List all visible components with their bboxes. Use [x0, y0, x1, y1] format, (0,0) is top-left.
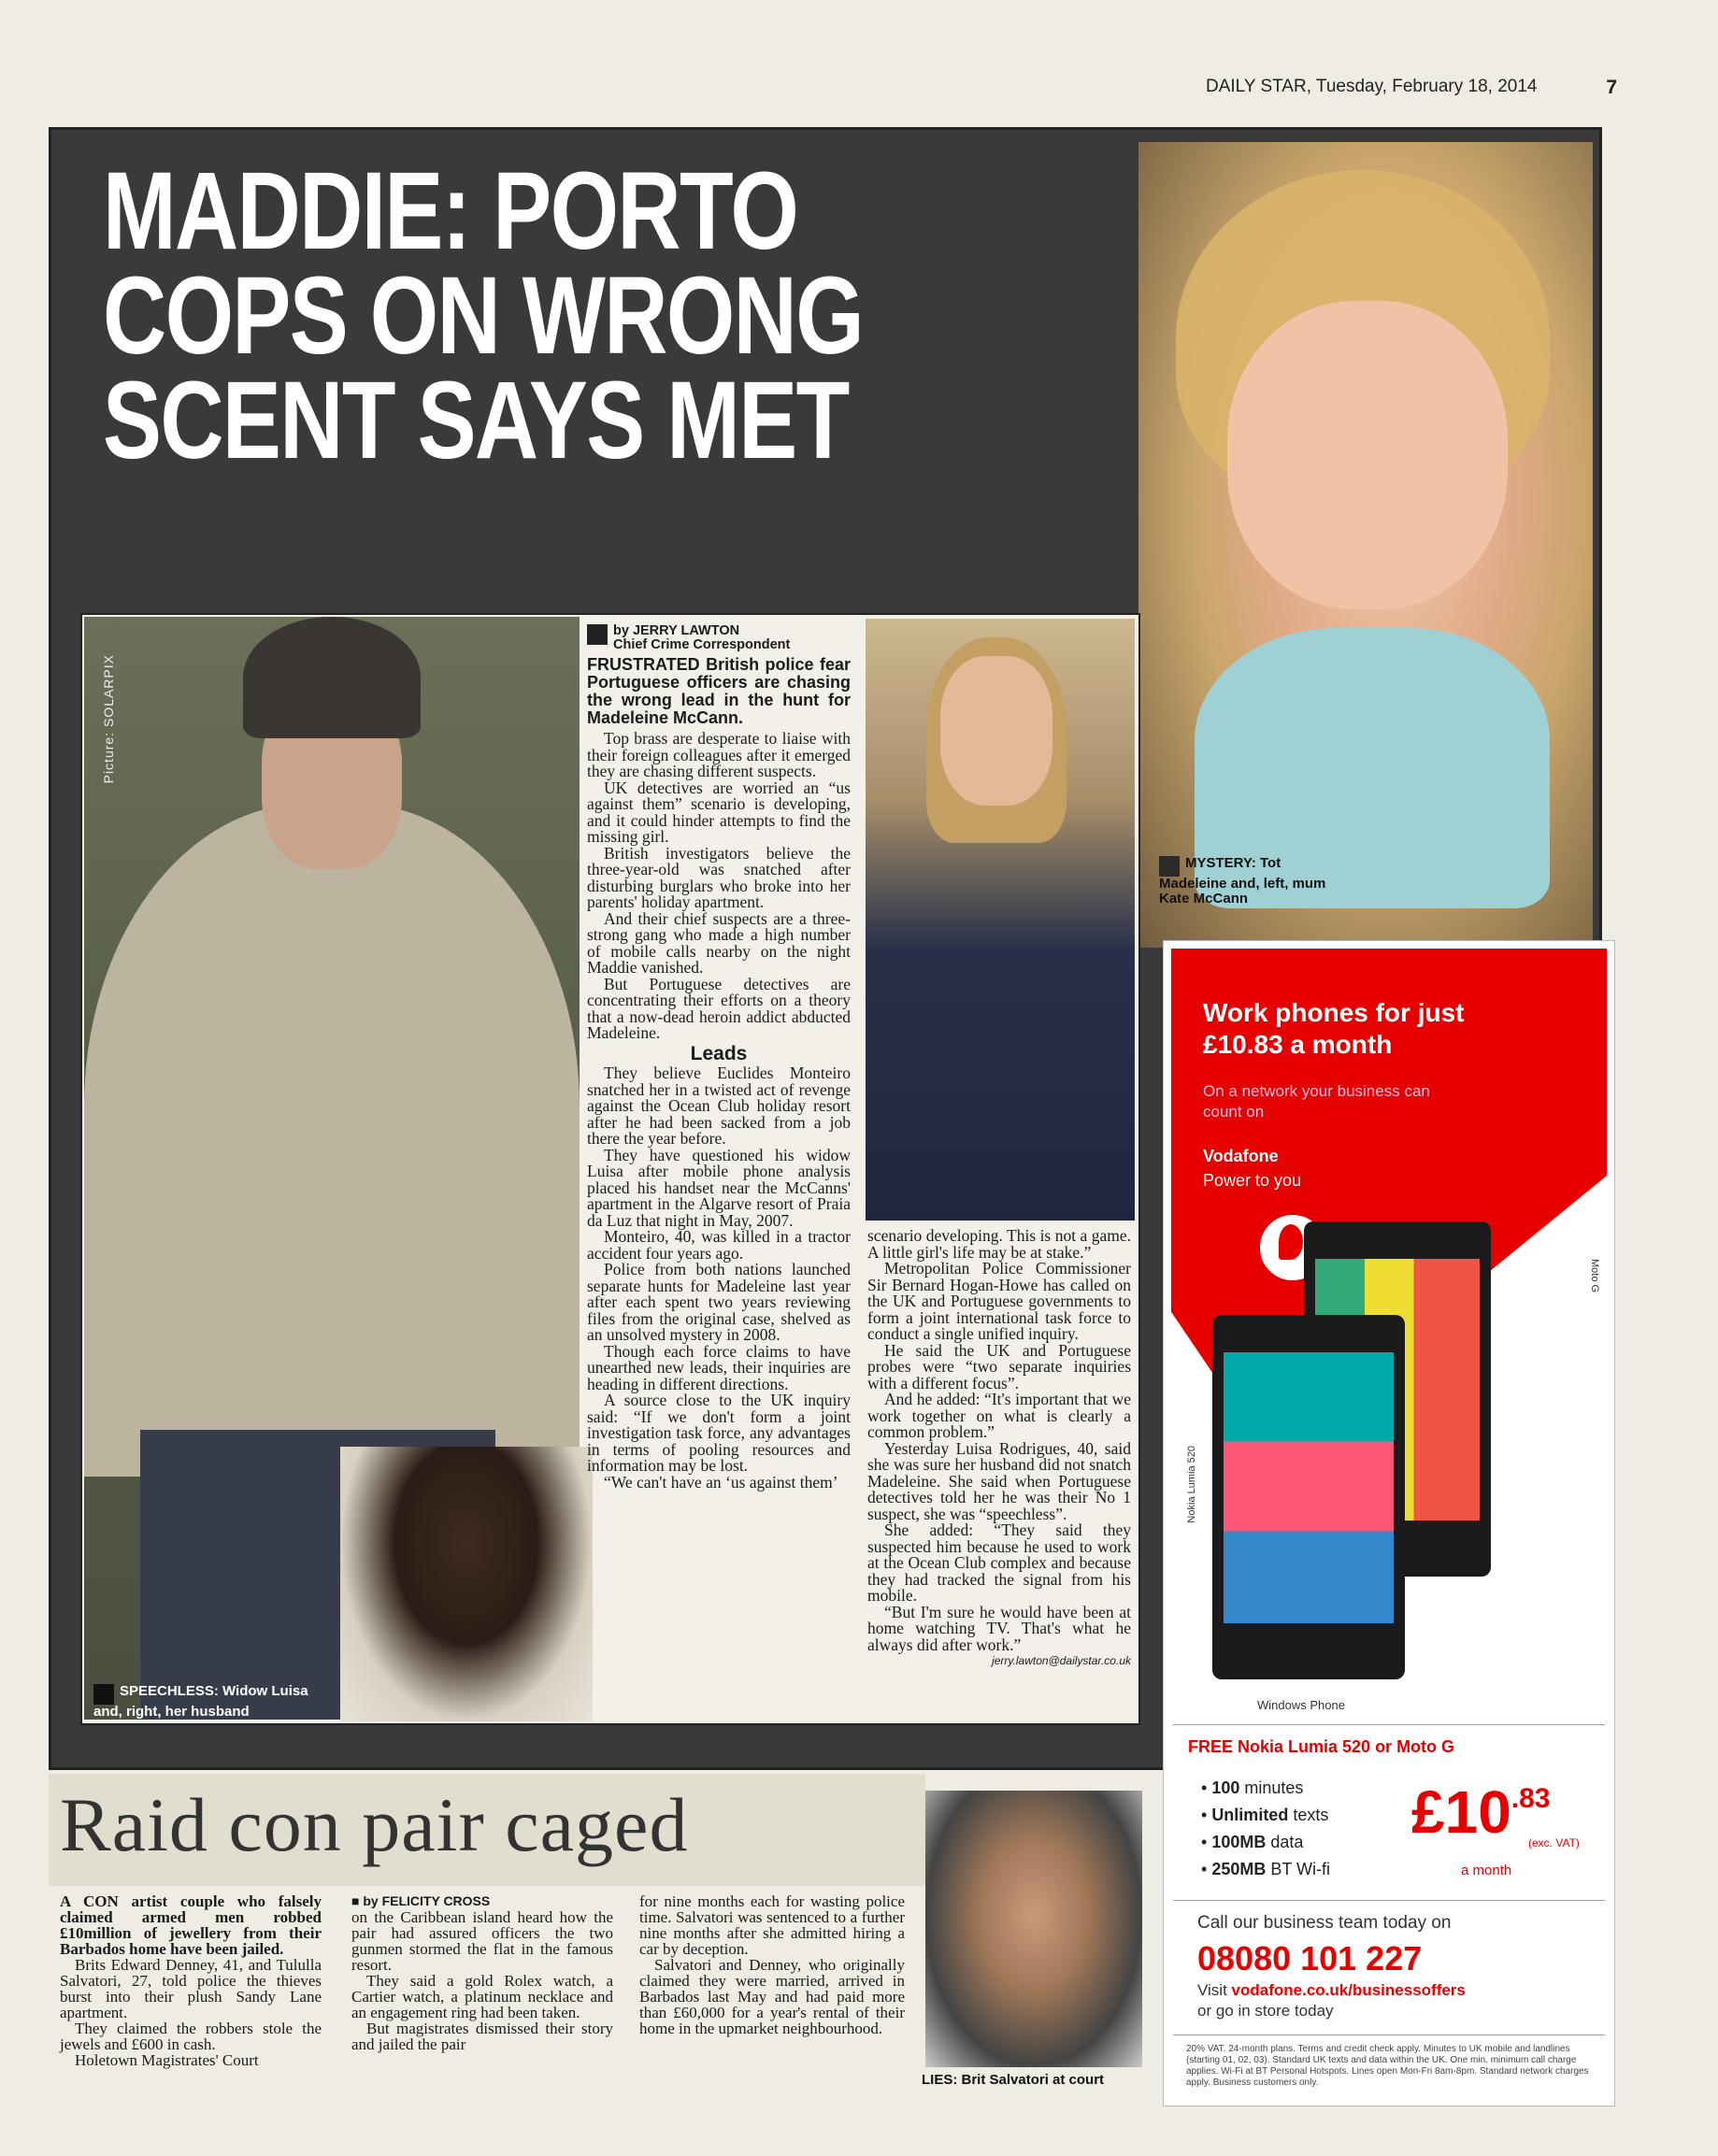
caption-mystery [1159, 856, 1327, 907]
ad-price-period: a month [1461, 1863, 1512, 1878]
raid-headline: Raid con pair caged [60, 1782, 689, 1867]
paragraph: They said a gold Rolex watch, a Cartier watch, a platinum necklace and an engagement ring had been taken. [351, 1972, 613, 2021]
headline-line-2: COPS ON WRONG [103, 254, 864, 378]
paragraph: “But I'm sure he would have been at home watching TV. That's what he always did after work.” [867, 1602, 1131, 1654]
phone-screen [1224, 1352, 1394, 1623]
madeleine-photo [1138, 142, 1593, 948]
ad-url-link[interactable]: vodafone.co.uk/businessoffers [1231, 1981, 1466, 1999]
paragraph: He said the UK and Portuguese probes were “two separate inquiries with a different focus”. [867, 1340, 1131, 1392]
raid-column-2 [351, 1893, 613, 2052]
ad-divider [1173, 1724, 1605, 1725]
paragraph: Monteiro, 40, was killed in a tractor accident four years ago. [587, 1227, 851, 1263]
intro-paragraph: FRUSTRATED British police fear Portuguese officers are chasing the wrong lead in the hunt for Madeleine McCann. [587, 655, 851, 727]
main-headline [103, 150, 940, 482]
subhead-leads: Leads [690, 1042, 748, 1064]
ad-free-offer: FREE Nokia Lumia 520 or Moto G [1188, 1737, 1455, 1756]
caption-marker [93, 1684, 114, 1705]
ad-visit: Visit vodafone.co.uk/businessoffers or go in store today [1197, 1981, 1466, 2020]
folio [1206, 77, 1617, 97]
nokia-lumia-phone [1212, 1315, 1405, 1679]
raid-column-3 [639, 1893, 905, 2036]
paragraph: A source close to the UK inquiry said: “If we don't form a joint investigation task force, any advantages in terms of pooling resources and information may be lost. [587, 1391, 851, 1475]
paragraph: Police from both nations launched separate hunts for Madeleine last year after each spent two years reviewing files from the original case, shelved as an unsolved mystery in 2008. [587, 1260, 851, 1344]
photo-face [940, 656, 1052, 806]
ad-feature: • Unlimited texts [1201, 1806, 1329, 1824]
caption-speechless [93, 1684, 318, 1720]
byline-name: by JERRY LAWTON [613, 623, 740, 638]
nokia-label: Nokia Lumia 520 [1186, 1446, 1197, 1523]
byline [587, 624, 851, 652]
paragraph: But Portuguese detectives are concentrating their efforts on a theory that a now-dead heroin addict abducted Madeleine. [587, 974, 851, 1042]
paragraph: A CON artist couple who falsely claimed armed men robbed £10million of jewellery from their Barbados home have been jailed. [60, 1892, 322, 1958]
ad-phone-number[interactable]: 08080 101 227 [1197, 1939, 1423, 1978]
ad-price: $£10^{.83}$ [1411, 1778, 1551, 1846]
story-column-2 [867, 1228, 1131, 1670]
husband-photo [340, 1447, 593, 1721]
paragraph: Top brass are desperate to liaise with their foreign colleagues after it emerged they are chasing different suspects. [587, 729, 851, 780]
kate-photo [866, 619, 1135, 1221]
page-number: 7 [1606, 77, 1617, 98]
paragraph: on the Caribbean island heard how the pair had assured officers the two gunmen stormed the flat in the famous resort. [351, 1908, 613, 1974]
author-email: jerry.lawton@dailystar.co.uk [992, 1654, 1131, 1667]
ad-features-list [1201, 1775, 1330, 1883]
paragraph: Brits Edward Denney, 41, and Tululla Salvatori, 27, told police the thieves burst into their plush Sandy Lane apartment. [60, 1956, 322, 2021]
ad-divider [1173, 1900, 1605, 1901]
ad-call-text: Call our business team today on [1197, 1913, 1452, 1933]
caption-lies: LIES: Brit Salvatori at court [922, 2072, 1105, 2088]
motog-label: Moto G [1589, 1259, 1600, 1293]
paragraph: Though each force claims to have unearthed new leads, their inquiries are heading in different directions. [587, 1341, 851, 1393]
vodafone-advert[interactable] [1163, 940, 1615, 2106]
photo-hat [243, 617, 421, 738]
paragraph: UK detectives are worried an “us against them” scenario is developing, and it could hinder attempts to find the missing girl. [587, 778, 851, 846]
ad-subline: On a network your business can count on [1203, 1082, 1430, 1121]
paragraph: British investigators believe the three-year-old was snatched after disturbing burglars who broke into her parents' holiday apartment. [587, 843, 851, 911]
caption-speechless-text: SPEECHLESS: Widow Luisa and, right, her husband [93, 1683, 308, 1720]
ad-price-exc-vat: (exc. VAT) [1528, 1836, 1580, 1849]
windows-phone-label: Windows Phone [1257, 1698, 1345, 1712]
photo-face [1227, 301, 1508, 609]
paragraph: Salvatori and Denney, who originally claimed they were married, arrived in Barbados last May and had paid more than £60,000 for a year's rental of their home in the upmarket neighbourhood. [639, 1956, 905, 2037]
paragraph: scenario developing. This is not a game. A little girl's life may be at stake.” [867, 1226, 1131, 1262]
paragraph: And he added: “It's important that we work together on what is clearly a common problem.” [867, 1390, 1131, 1441]
ad-tagline: Power to you [1203, 1171, 1302, 1190]
ad-feature: • 250MB BT Wi-fi [1201, 1860, 1331, 1878]
photo-fleece [84, 804, 580, 1477]
ad-small-print: 20% VAT. 24-month plans. Terms and credit check apply. Minutes to UK mobile and landlines (starting 01, 02, 03). Standard UK texts and data within the UK. One min. minimum call charge applies. Wi-Fi at BT Personal Hotspots. Lines open Mon-Fri 8am-8pm. Standard network charges apply. Business customers only. [1186, 2044, 1589, 2088]
ad-feature: • 100MB data [1201, 1833, 1304, 1851]
folio-text: DAILY STAR, Tuesday, February 18, 2014 [1206, 77, 1538, 96]
paragraph: for nine months each for wasting police time. Salvatori was sentenced to a further nine months after she admitted hiring a car by deception. [639, 1892, 905, 1958]
byline-role: Chief Crime Correspondent [613, 637, 791, 652]
ad-headline: Work phones for just £10.83 a month [1203, 998, 1465, 1059]
story-column-1 [587, 624, 851, 1491]
paragraph: Holetown Magistrates' Court [75, 2051, 259, 2069]
paragraph: Metropolitan Police Commissioner Sir Bernard Hogan-Howe has called on the UK and Portuguese governments to form a joint international task force to conduct a single unified inquiry. [867, 1259, 1131, 1343]
salvatori-photo [925, 1791, 1142, 2067]
raid-byline: ■ by FELICITY CROSS [351, 1893, 491, 1908]
paragraph: And their chief suspects are a three-strong gang who made a high number of mobile calls nearby on the night Maddie vanished. [587, 908, 851, 977]
raid-column-1 [60, 1893, 322, 2068]
headline-line-1: MADDIE: PORTO [103, 150, 798, 273]
paragraph: Yesterday Luisa Rodrigues, 40, said she was sure her husband did not snatch Madeleine. She said when Portuguese detectives told her he was their No 1 suspect, she was “speechless”. [867, 1438, 1131, 1523]
headline-line-3: SCENT SAYS MET [103, 359, 849, 482]
paragraph: They believe Euclides Monteiro snatched her in a twisted act of revenge against the Ocean Club holiday resort after he had been sacked from a job there the year before. [587, 1064, 851, 1148]
caption-mystery-text: MYSTERY: Tot Madeleine and, left, mum Kate McCann [1159, 855, 1326, 907]
paragraph: But magistrates dismissed their story and jailed the pair [351, 2020, 613, 2053]
byline-marker [587, 624, 608, 645]
picture-credit: Picture: SOLARPIX [101, 654, 116, 784]
paragraph: They have questioned his widow Luisa after mobile phone analysis placed his handset near the McCanns' apartment in the Algarve resort of Praia da Luz that night in May, 2007. [587, 1145, 851, 1230]
paragraph: She added: “They said they suspected him because he used to work at the Ocean Club complex and because they had tracked the signal from his mobile. [867, 1521, 1131, 1605]
ad-brand: Vodafone [1203, 1147, 1279, 1165]
paragraph: They claimed the robbers stole the jewels and £600 in cash. [60, 2020, 322, 2053]
paragraph: “We can't have an ‘us against them’ [604, 1472, 838, 1492]
caption-marker [1159, 856, 1180, 877]
ad-feature: • 100 minutes [1201, 1778, 1304, 1797]
